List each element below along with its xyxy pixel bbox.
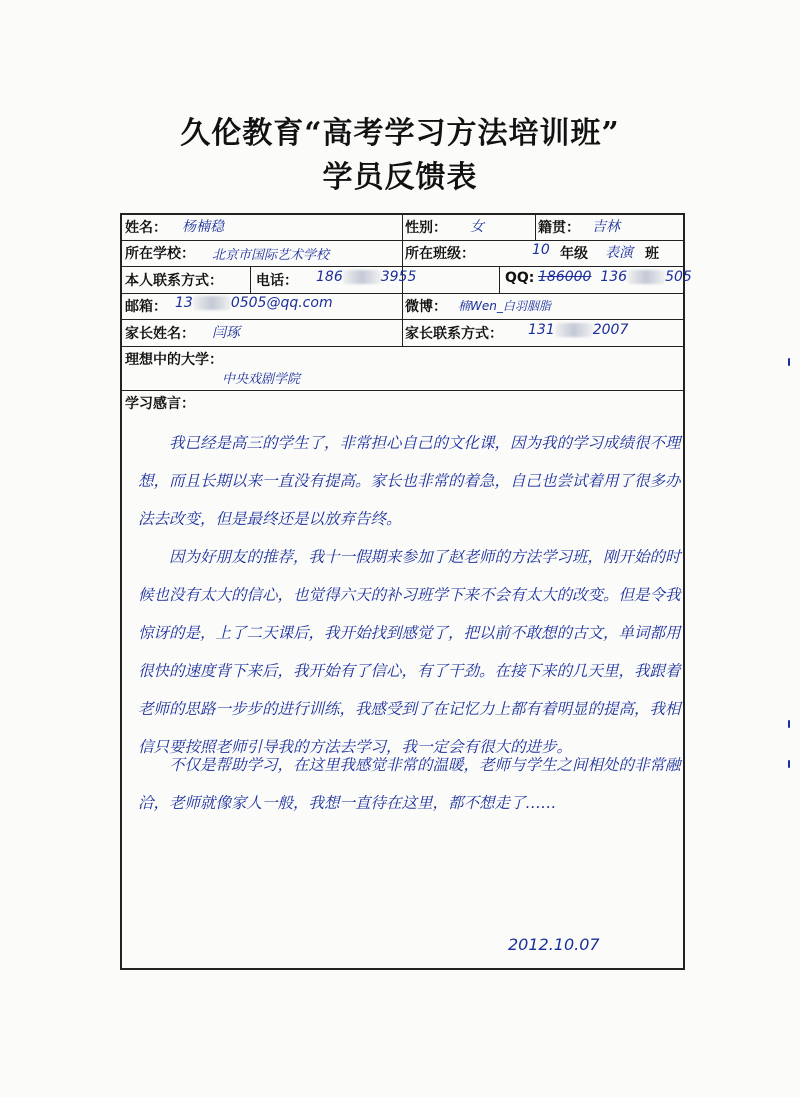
hometown-label: 籍贯： (538, 220, 580, 236)
parent-name-label: 家长姓名： (125, 326, 195, 342)
feedback-label: 学习感言： (125, 396, 195, 412)
school-value: 北京市国际艺术学校 (212, 248, 330, 263)
email-start: 13 (175, 295, 193, 311)
parent-phone-end: 2007 (592, 322, 629, 338)
parent-phone-start: 131 (528, 322, 555, 338)
name-label: 姓名： (125, 220, 167, 236)
phone-label: 电话： (256, 273, 298, 289)
phone-value (316, 269, 416, 285)
grade-value: 10 (532, 242, 550, 258)
pen-mark (788, 358, 790, 366)
feedback-date: 2012.10.07 (508, 935, 600, 954)
hometown-value: 吉林 (592, 219, 620, 235)
contact-label: 本人联系方式： (125, 273, 223, 289)
weibo-label: 微博： (405, 299, 447, 315)
school-label: 所在学校： (125, 246, 195, 262)
parent-name-value: 闫琢 (212, 325, 240, 341)
class-value: 表演 (605, 245, 633, 261)
qq-end: 505 (665, 269, 692, 285)
weibo-value: 楠Wen_白羽胭脂 (458, 299, 551, 313)
redaction-blur (343, 270, 381, 284)
redaction-blur (627, 270, 665, 284)
email-end: 0505@qq.com (230, 295, 333, 311)
email-label: 邮箱： (125, 299, 167, 315)
email-value (175, 295, 333, 311)
redaction-blur (555, 323, 593, 337)
university-value: 中央戏剧学院 (222, 372, 301, 387)
university-label: 理想中的大学： (125, 352, 223, 368)
qq-label: QQ: (505, 270, 535, 286)
pen-mark (788, 720, 790, 728)
grade-unit: 年级 (560, 246, 588, 262)
redaction-blur (193, 296, 231, 310)
qq-start: 136 (600, 269, 628, 285)
class-unit: 班 (645, 246, 659, 262)
phone-start: 186 (316, 269, 343, 285)
parent-phone-value (528, 322, 628, 338)
name-value: 杨楠稳 (182, 219, 224, 235)
gender-label: 性别： (405, 220, 447, 236)
feedback-paragraph-3: 不仅是帮助学习，在这里我感觉非常的温暖，老师与学生之间相处的非常融洽，老师就像家人一般，我想一直待在这里，都不想走了…… (138, 756, 681, 812)
qq-value (538, 269, 692, 285)
feedback-paragraph-2: 因为好朋友的推荐，我十一假期来参加了赵老师的方法学习班，刚开始的时候也没有太大的信心，也觉得六天的补习班学下来不会有太大的改变。但是令我惊讶的是，上了二天课后，我开始找到感觉了，把以前不敢想的古文，单词都用很快的速度背下来后，我开始有了信心，有了干劲。在接下来的几天里，我跟着老师的思路一步步的进行训练，我感受到了在记忆力上都有着明显的提高，我相信只要按照老师引导我的方法去学习，我一定会有很大的进步。 (138, 548, 681, 756)
class-label: 所在班级： (405, 246, 475, 262)
pen-mark (788, 760, 790, 768)
form-title: 久伦教育“高考学习方法培训班” (180, 116, 620, 151)
qq-struck: 186000 (538, 269, 592, 285)
gender-value: 女 (470, 219, 484, 235)
feedback-paragraph-1: 我已经是高三的学生了，非常担心自己的文化课，因为我的学习成绩很不理想，而且长期以来一直没有提高。家长也非常的着急，自己也尝试着用了很多办法去改变，但是最终还是以放弃告终。 (138, 434, 681, 528)
form-subtitle: 学员反馈表 (322, 160, 478, 195)
phone-end: 3955 (380, 269, 417, 285)
parent-contact-label: 家长联系方式： (405, 326, 503, 342)
